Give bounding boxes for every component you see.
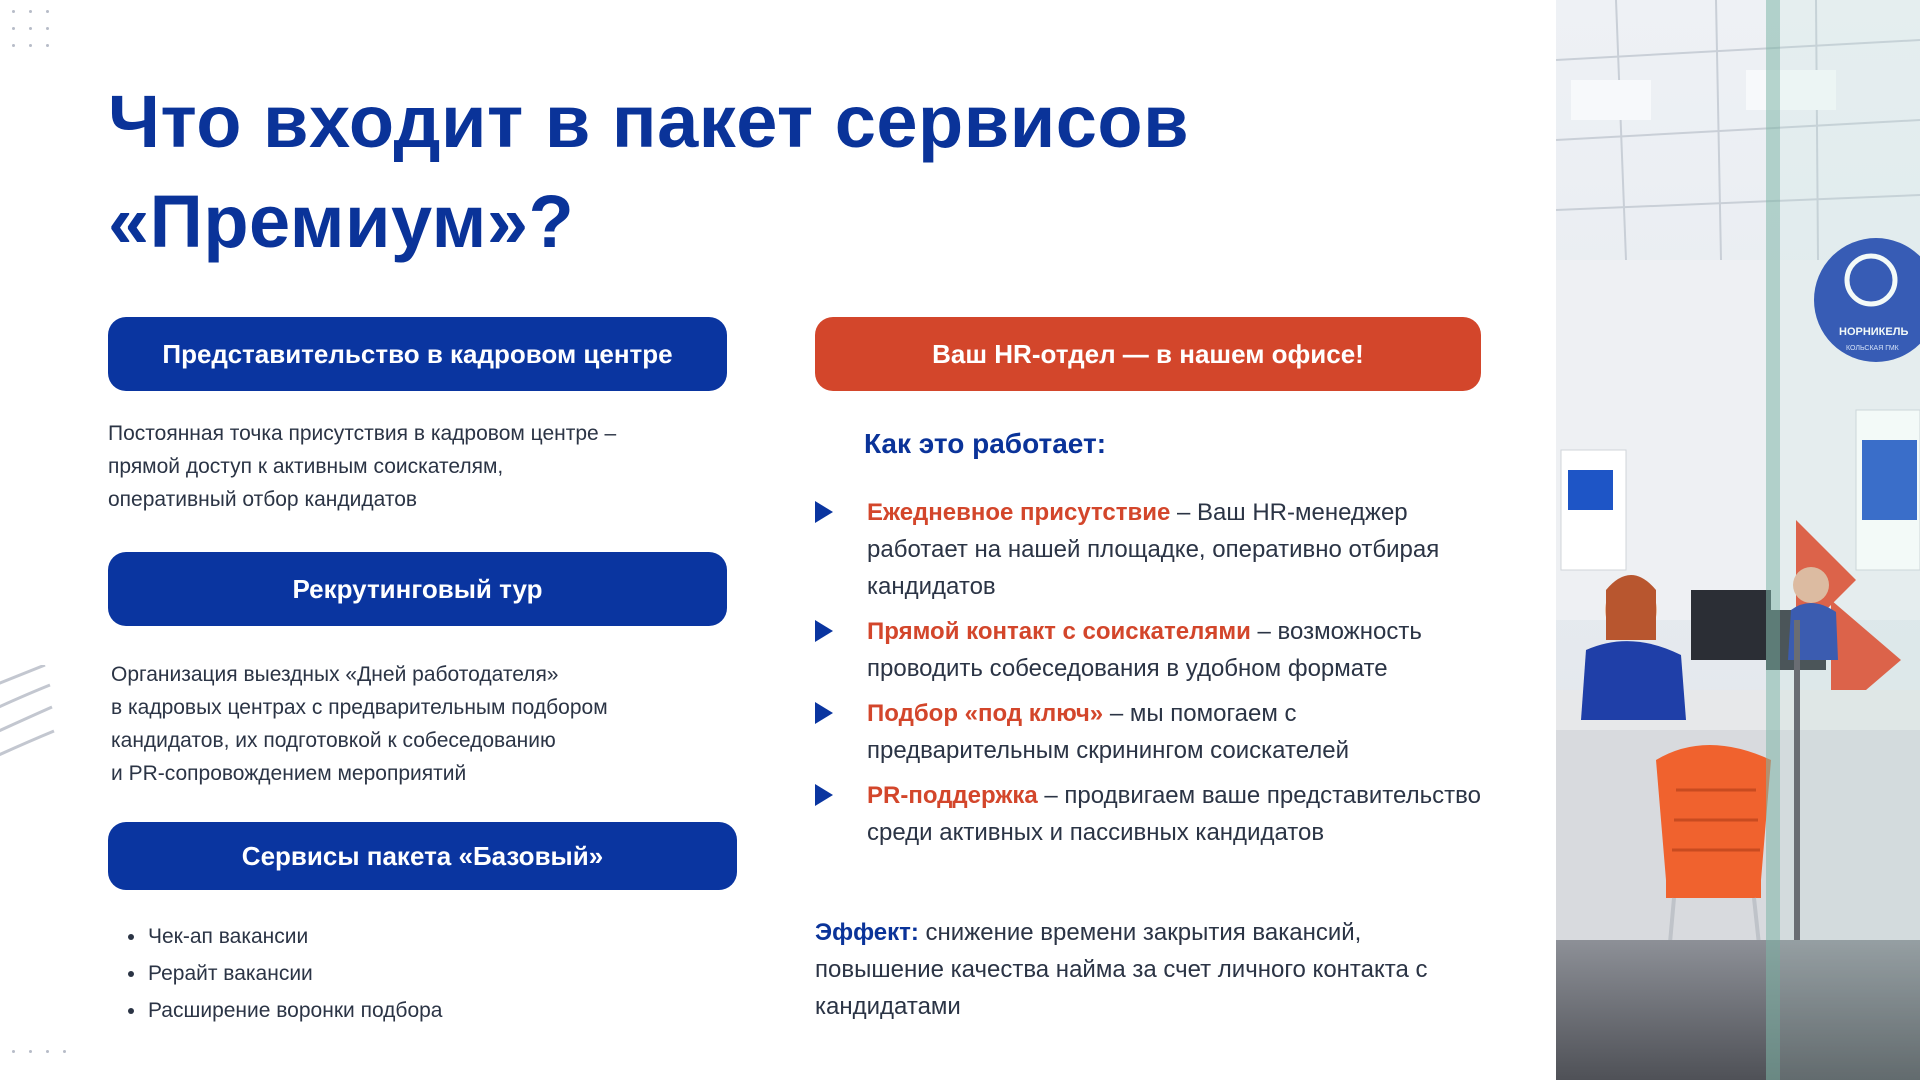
features-list — [815, 494, 1495, 859]
page-title-line1: Что входит в пакет сервисов — [108, 80, 1190, 163]
list-item: Чек-ап вакансии — [128, 918, 442, 955]
description-line: прямой доступ к активным соискателям, — [108, 455, 504, 478]
feature-text: – мы помогаем с предварительным скринингом соискателей — [867, 700, 1350, 764]
description-line: и PR-сопровождением мероприятий — [111, 762, 467, 785]
service-description-hr-center — [108, 417, 748, 516]
list-item: Рерайт вакансии — [128, 955, 442, 992]
description-line: Постоянная точка присутствия в кадровом центре – — [108, 422, 617, 445]
service-button-basic-package-label: Сервисы пакета «Базовый» — [241, 840, 604, 871]
service-button-recruiting-tour[interactable] — [108, 552, 727, 626]
play-arrow-icon — [815, 702, 833, 724]
description-line: оперативный отбор кандидатов — [108, 488, 418, 511]
how-it-works-title: Как это работает: — [864, 428, 1107, 459]
page-title-line2: «Премиум»? — [108, 180, 575, 263]
service-button-hr-center-label: Представительство в кадровом центре — [162, 338, 673, 369]
list-item: Расширение воронки подбора — [128, 992, 442, 1029]
effect-text: снижение времени закрытия вакансий, повышение качества найма за счет личного контакта с кандидатами — [815, 919, 1428, 1020]
feature-highlight: PR-поддержка — [867, 782, 1038, 809]
feature-highlight: Подбор «под ключ» — [867, 700, 1104, 727]
play-arrow-icon — [815, 620, 833, 642]
service-button-recruiting-tour-label: Рекрутинговый тур — [292, 573, 543, 604]
logo-text: НОРНИКЕЛЬ — [1839, 326, 1909, 338]
decor-waves — [0, 665, 60, 775]
description-line: Организация выездных «Дней работодателя» — [111, 663, 559, 686]
feature-highlight: Ежедневное присутствие — [867, 499, 1171, 526]
feature-item — [815, 613, 1495, 687]
hr-office-button[interactable] — [815, 317, 1481, 391]
decor-dots-top — [12, 10, 49, 47]
feature-item — [815, 695, 1495, 769]
description-line: кандидатов, их подготовкой к собеседованию — [111, 729, 556, 752]
play-arrow-icon — [815, 501, 833, 523]
effect-label: Эффект: — [815, 919, 919, 946]
description-line: в кадровых центрах с предварительным подбором — [111, 696, 608, 719]
service-button-basic-package[interactable] — [108, 822, 737, 890]
service-button-hr-center[interactable] — [108, 317, 727, 391]
basic-package-list — [128, 918, 442, 1029]
feature-item — [815, 777, 1495, 851]
feature-text: – продвигаем ваше представительство среди активных и пассивных кандидатов — [867, 782, 1481, 846]
feature-item — [815, 494, 1495, 605]
feature-highlight: Прямой контакт с соискателями — [867, 618, 1251, 645]
hr-office-button-label: Ваш HR-отдел — в нашем офисе! — [932, 338, 1364, 369]
play-arrow-icon — [815, 784, 833, 806]
office-scene-illustration — [1556, 0, 1920, 1080]
page-title — [108, 72, 1488, 272]
logo-subtext: КОЛЬСКАЯ ГМК — [1846, 345, 1899, 352]
feature-text: – Ваш HR-менеджер работает на нашей площадке, оперативно отбирая кандидатов — [867, 499, 1440, 600]
feature-text: – возможность проводить собеседования в удобном формате — [867, 618, 1422, 682]
office-photo — [1556, 0, 1920, 1080]
effect-summary — [815, 914, 1495, 1025]
decor-dots-bottom — [12, 1050, 66, 1053]
service-description-recruiting-tour — [111, 658, 751, 790]
